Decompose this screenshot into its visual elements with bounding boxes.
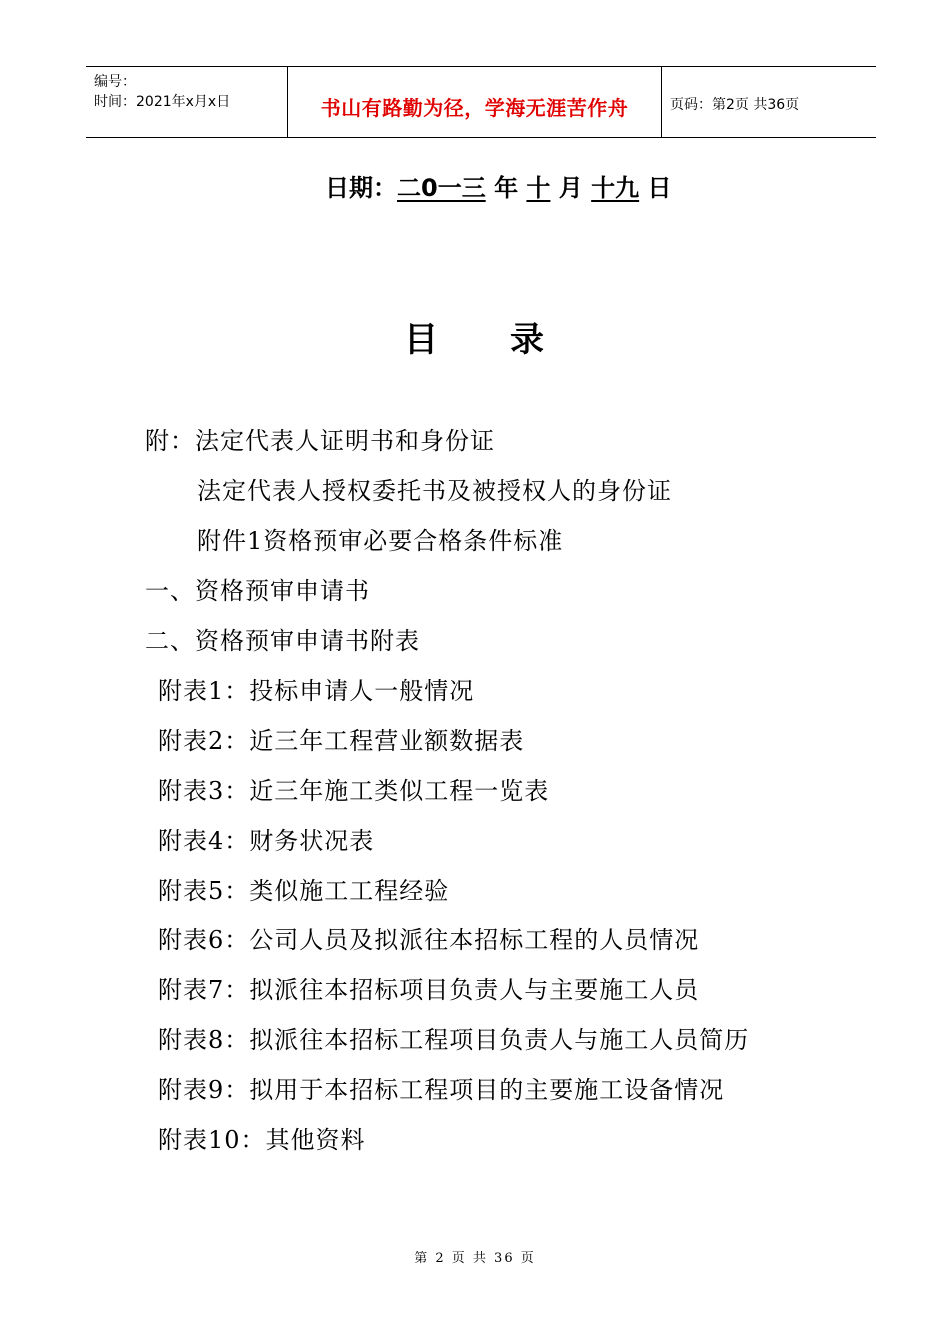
toc-item: 附表3：近三年施工类似工程一览表	[158, 777, 550, 805]
header-slogan: 书山有路勤为径，学海无涯苦作舟	[320, 96, 629, 120]
date-month: 十	[526, 174, 551, 202]
date-day: 十九	[591, 174, 640, 202]
toc-item: 一、资格预审申请书	[145, 577, 370, 605]
page-header	[86, 66, 876, 138]
header-left-cell	[86, 67, 286, 137]
document-number-label: 编号：	[94, 74, 136, 90]
date-line	[325, 168, 672, 203]
toc-item: 附表10：其他资料	[158, 1126, 366, 1154]
toc-item: 附表1：投标申请人一般情况	[158, 677, 475, 705]
toc-item: 附表4：财务状况表	[158, 827, 375, 855]
toc-item: 二、资格预审申请书附表	[145, 627, 420, 655]
toc-item: 附表7：拟派往本招标项目负责人与主要施工人员	[158, 976, 700, 1004]
header-right-cell	[661, 67, 876, 137]
document-time-label: 时间：2021年x月x日	[94, 94, 231, 110]
toc-item: 法定代表人授权委托书及被授权人的身份证	[197, 477, 672, 505]
toc-item: 附表6：公司人员及拟派往本招标工程的人员情况	[158, 926, 700, 954]
date-label: 日期：	[325, 174, 397, 202]
date-year-unit: 年	[494, 174, 519, 202]
toc-item: 附：法定代表人证明书和身份证	[145, 427, 495, 455]
title-char-1: 目	[404, 320, 440, 360]
header-middle-cell	[287, 67, 662, 137]
toc-item: 附表5：类似施工工程经验	[158, 877, 450, 905]
toc-item: 附件1资格预审必要合格条件标准	[197, 527, 564, 555]
page-footer: 第 2 页 共 36 页	[414, 1251, 536, 1266]
title-char-2: 录	[510, 320, 546, 360]
date-day-unit: 日	[647, 174, 672, 202]
toc-item: 附表2：近三年工程营业额数据表	[158, 727, 525, 755]
page-title	[0, 312, 950, 361]
date-year: 二0一三	[397, 174, 486, 202]
toc-item: 附表8：拟派往本招标工程项目负责人与施工人员简历	[158, 1026, 750, 1054]
header-page-code: 页码：第2页 共36页	[670, 97, 800, 113]
toc-item: 附表9：拟用于本招标工程项目的主要施工设备情况	[158, 1076, 725, 1104]
date-month-unit: 月	[558, 174, 583, 202]
